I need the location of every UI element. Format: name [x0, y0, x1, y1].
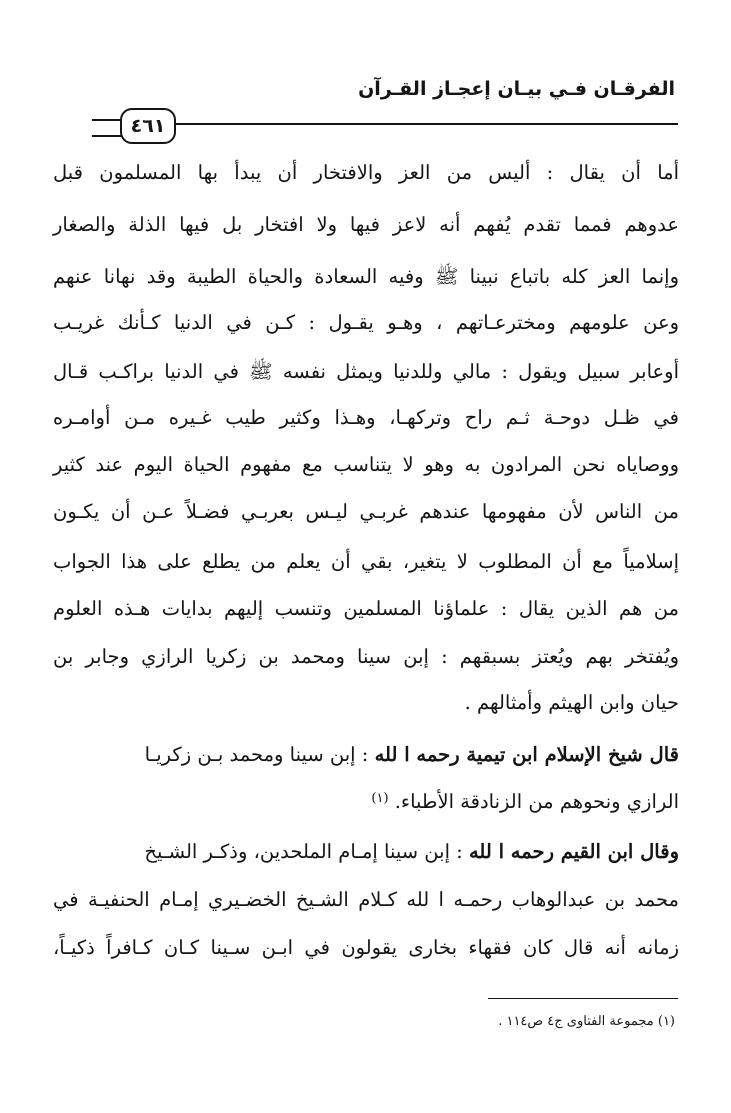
quote-1-speaker: قال شيخ الإسلام ابن تيمية رحمه ا لله: [374, 743, 679, 766]
quote-2-text: : إبن سينا إمـام الملحدين، وذكـر الشـيخ: [144, 840, 469, 863]
footnote-separator: [488, 998, 678, 999]
body-line-2: عدوهم فمما تقدم يُفهم أنه لاعز فيها ولا افتخار بل فيها الذلة والصغار: [53, 213, 679, 236]
body-line-6: في ظـل دوحـة ثـم راح وتركهـا، وهـذا وكثير طيب غـيره مـن أوامـره: [53, 406, 679, 429]
quote-2-speaker: وقال ابن القيم رحمه ا لله: [468, 840, 679, 863]
quote-1-line-1: [53, 740, 679, 770]
footnote: (١) مجموعة الفتاوى ج٤ ص١١٤ .: [498, 1014, 675, 1029]
quote-1-text-cont: الرازي ونحوهم من الزنادقة الأطباء.: [394, 790, 679, 813]
quote-1-line-2: [53, 784, 679, 817]
body-line-5: أوعابر سبيل ويقول : مالي وللدنيا ويمثل نفسه ﷺ في الدنيا براكـب قـال: [53, 360, 679, 383]
body-line-10: من هم الذين يقال : علماؤنا المسلمين وتنسب إليهم بدايات هـذه العلوم: [53, 597, 679, 620]
body-line-11: ويُفتخر بهم ويُعتز بسبقهم : إبن سينا ومحمد بن زكريا الرازي وجابر بن: [53, 645, 679, 668]
body-line-4: وعن علومهم ومخترعـاتهم ، وهـو يقـول : كـن في الدنيا كـأنك غريـب: [53, 311, 679, 334]
header-rule-left: [92, 119, 122, 121]
body-line-3: وإنما العز كله باتباع نبينا ﷺ وفيه السعادة والحياة الطيبة وقد نهانا عنهم: [53, 265, 679, 288]
quote-2-line-1: [53, 837, 679, 867]
header-rule-left-lower: [92, 135, 122, 137]
body-line-1: أما أن يقال : أليس من العز والافتخار أن يبدأ بها المسلمون قبل: [53, 161, 679, 184]
page-number: ٤٦١: [120, 108, 176, 144]
quote-2-line-3: زمانه أنه قال كان فقهاء بخارى يقولون في ابـن سـينا كـان كـافراً ذكيـاً،: [53, 936, 679, 959]
quote-2-line-2: محمد بن عبدالوهاب رحمـه ا لله كـلام الشـيخ الخضـيري إمـام الحنفيـة في: [53, 888, 679, 911]
running-title: الفرقـان فـي بيـان إعجـاز القـرآن: [358, 78, 675, 100]
header-rule-right: [176, 123, 678, 125]
body-line-7: ووصاياه نحن المرادون به وهو لا يتناسب مع مفهوم الحياة اليوم عند كثير: [53, 453, 679, 476]
body-line-9: إسلامياً مع أن المطلوب لا يتغير، بقي أن يعلم من يطلع على هذا الجواب: [53, 550, 679, 573]
quote-1-text: : إبن سينا ومحمد بـن زكريـا: [144, 743, 375, 766]
footnote-marker: (١): [371, 791, 389, 806]
body-line-8: من الناس لأن مفهومها عندهم غربـي ليـس بعربـي فضـلاً عـن أن يكـون: [53, 500, 679, 523]
body-line-12: حيان وابن الهيثم وأمثالهم .: [464, 691, 679, 714]
